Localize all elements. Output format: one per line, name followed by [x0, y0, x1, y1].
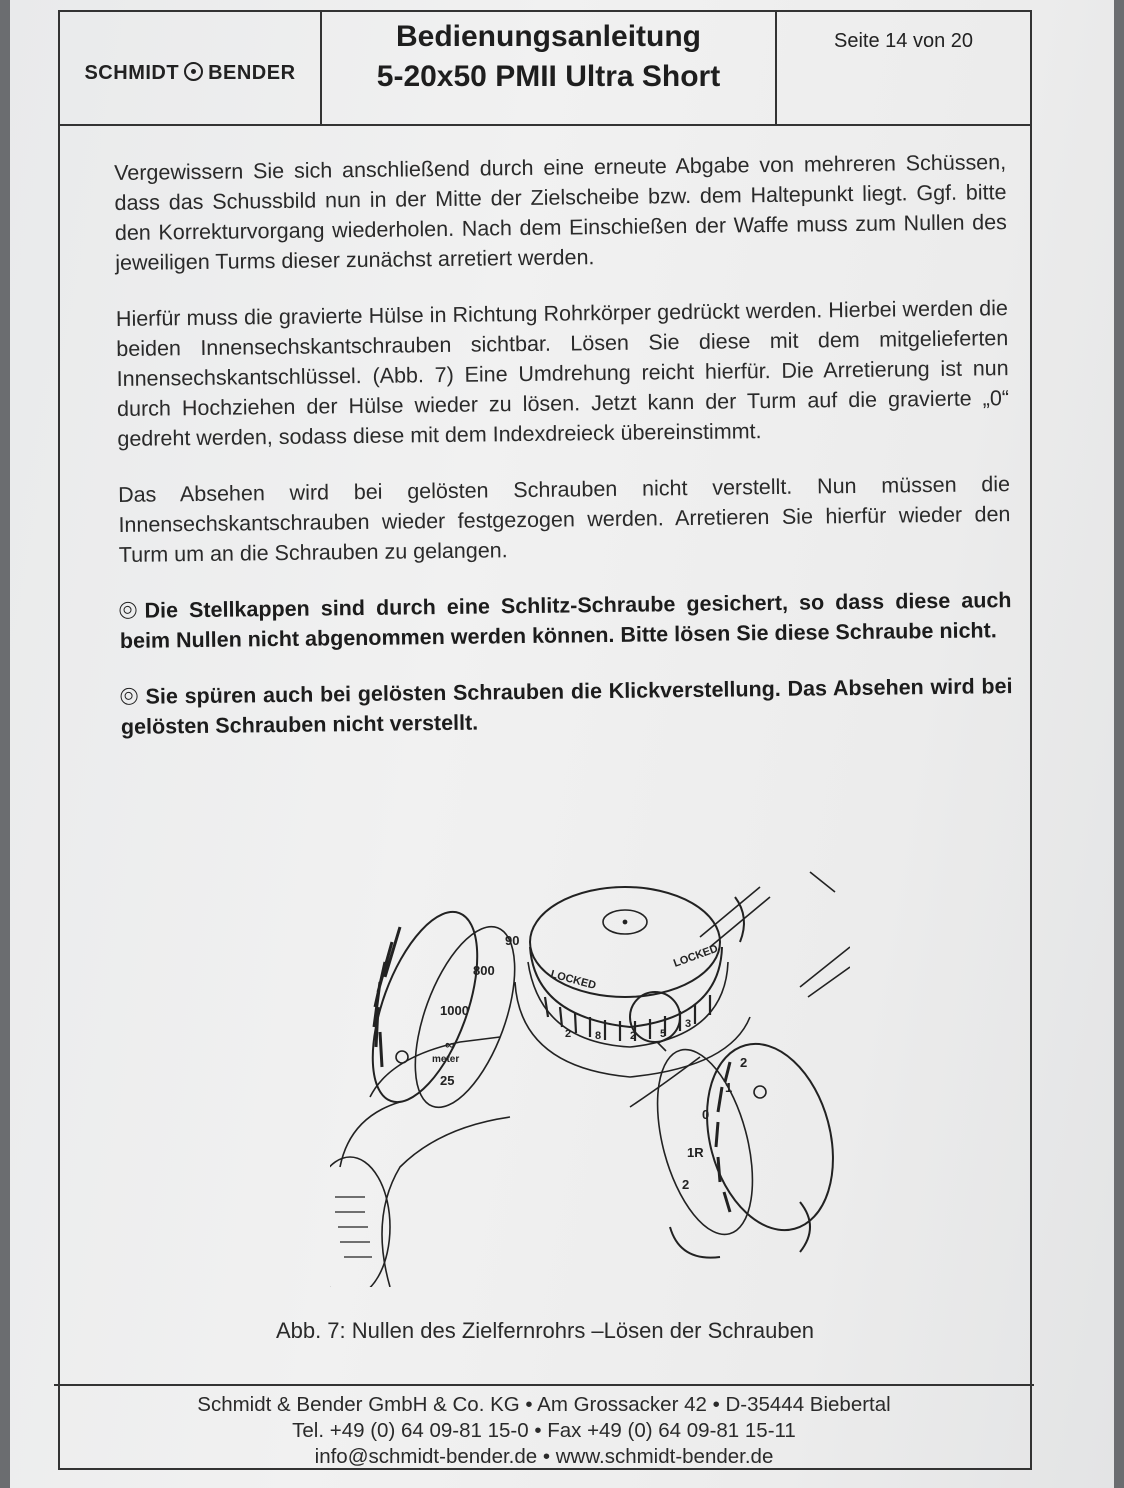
- note-1: [119, 585, 1012, 656]
- label-90: 90: [505, 933, 520, 948]
- parallax-knurl: [374, 927, 400, 1067]
- eyepiece-ring: [330, 1157, 390, 1287]
- paragraph-1: Vergewissern Sie sich anschließend durch eine erneute Abgabe von mehreren Schüssen, dass das Schussbild nun in der Mitte der Zielscheibe bzw. dem Haltepunkt liegt. Ggf. bitte den Korrekturvorgang wiederholen. Nach dem Einschießen der Waffe muss zum Nullen des jeweiligen Turms dieser zunächst arretiert werden.: [114, 150, 1007, 275]
- body-text: [114, 147, 1013, 768]
- footer-web: info@schmidt-bender.de • www.schmidt-bender.de: [314, 1445, 774, 1468]
- allen-key-windage: [800, 947, 850, 997]
- label-wind-2b: 2: [682, 1177, 690, 1192]
- logo-crosshair-icon: [184, 62, 203, 81]
- footer-address: Schmidt & Bender GmbH & Co. KG • Am Grossacker 42 • D-35444 Biebertal: [197, 1393, 891, 1416]
- tube-outline-bottom: [382, 1117, 510, 1287]
- note-2-text: Sie spüren auch bei gelösten Schrauben die Klickverstellung. Das Absehen wird bei gelösten Schrauben nicht verstellt.: [120, 674, 1013, 739]
- figure-caption: Abb. 7: Nullen des Zielfernrohrs –Lösen der Schrauben: [275, 1318, 815, 1343]
- label-1000: 1000: [440, 1003, 469, 1018]
- windage-scale-ring: [640, 1039, 770, 1244]
- page-number: Seite 14 von 20: [834, 30, 973, 52]
- label-infinity: ∞: [445, 1037, 455, 1052]
- windage-cap: [687, 1030, 850, 1245]
- label-locked-2: LOCKED: [671, 942, 720, 970]
- label-elev-5: 5: [660, 1028, 667, 1040]
- label-25: 25: [440, 1073, 455, 1088]
- manual-page: [10, 0, 1114, 1488]
- title-cell: [322, 12, 777, 124]
- motion-line: [810, 872, 835, 892]
- page-number-cell: [777, 12, 1030, 124]
- parallax-screw-icon: [396, 1051, 408, 1063]
- logo-text-left: SCHMIDT: [84, 62, 180, 84]
- eyepiece-grip-lines: [335, 1197, 372, 1257]
- label-locked-1: LOCKED: [549, 968, 598, 992]
- note-icon: [120, 688, 137, 705]
- logo-cell: [60, 12, 322, 124]
- note-2: [120, 671, 1013, 742]
- label-elev-3: 3: [685, 1018, 692, 1030]
- label-wind-0: 0: [702, 1107, 710, 1122]
- paragraph-2: Hierfür muss die gravierte Hülse in Richtung Rohrkörper gedrückt werden. Hierbei werden die beiden Innensechskantschrauben sichtbar. Lösen Sie diese mit dem mitgelieferten Innensechskantschlüssel. (Abb. 7) Eine Umdrehung reicht hierfür. Die Arretierung ist nun durch Hochziehen der Hülse wieder zu lösen. Jetzt kann der Turm auf die gravierte „0“ gedreht werden, sodass diese mit dem Indexdreieck übereinstimmt.: [115, 296, 1010, 451]
- note-1-text: Die Stellkappen sind durch eine Schlitz-Schraube gesichert, so dass diese auch beim Nullen nicht abgenommen werden können. Bitte lösen Sie diese Schraube nicht.: [119, 588, 1012, 653]
- footer-phone: Tel. +49 (0) 64 09-81 15-0 • Fax +49 (0) 64 09-81 15-11: [292, 1419, 796, 1442]
- note-icon: [119, 602, 136, 619]
- page-header: [60, 12, 1030, 126]
- label-meter: meter: [432, 1054, 460, 1065]
- label-wind-1r: 1R: [687, 1145, 704, 1160]
- windage-screw-icon: [754, 1086, 766, 1098]
- label-wind-1: 1: [725, 1080, 733, 1095]
- label-elev-8: 8: [595, 1030, 602, 1042]
- label-wind-2: 2: [740, 1055, 748, 1070]
- document-title: Bedienungsanleitung: [395, 20, 701, 53]
- figure-scope-turret: [330, 867, 850, 1287]
- label-800: 800: [473, 963, 495, 978]
- label-elev-2b: 2: [630, 1030, 637, 1042]
- tube-outline-top: [370, 1037, 500, 1097]
- elevation-cap-dot: [623, 920, 626, 923]
- label-elev-2a: 2: [565, 1028, 572, 1040]
- product-name: 5-20x50 PMII Ultra Short: [376, 60, 721, 93]
- page-frame: [58, 10, 1032, 1470]
- page-footer: [54, 1384, 1034, 1470]
- logo-text-right: BENDER: [208, 62, 296, 84]
- paragraph-3: Das Absehen wird bei gelösten Schrauben nicht verstellt. Nun müssen die Innensechskantschrauben wieder festgezogen werden. Arretieren Sie hierfür wieder den Turm um an die Schrauben zu gelangen.: [117, 472, 1011, 567]
- brand-logo: [60, 62, 320, 85]
